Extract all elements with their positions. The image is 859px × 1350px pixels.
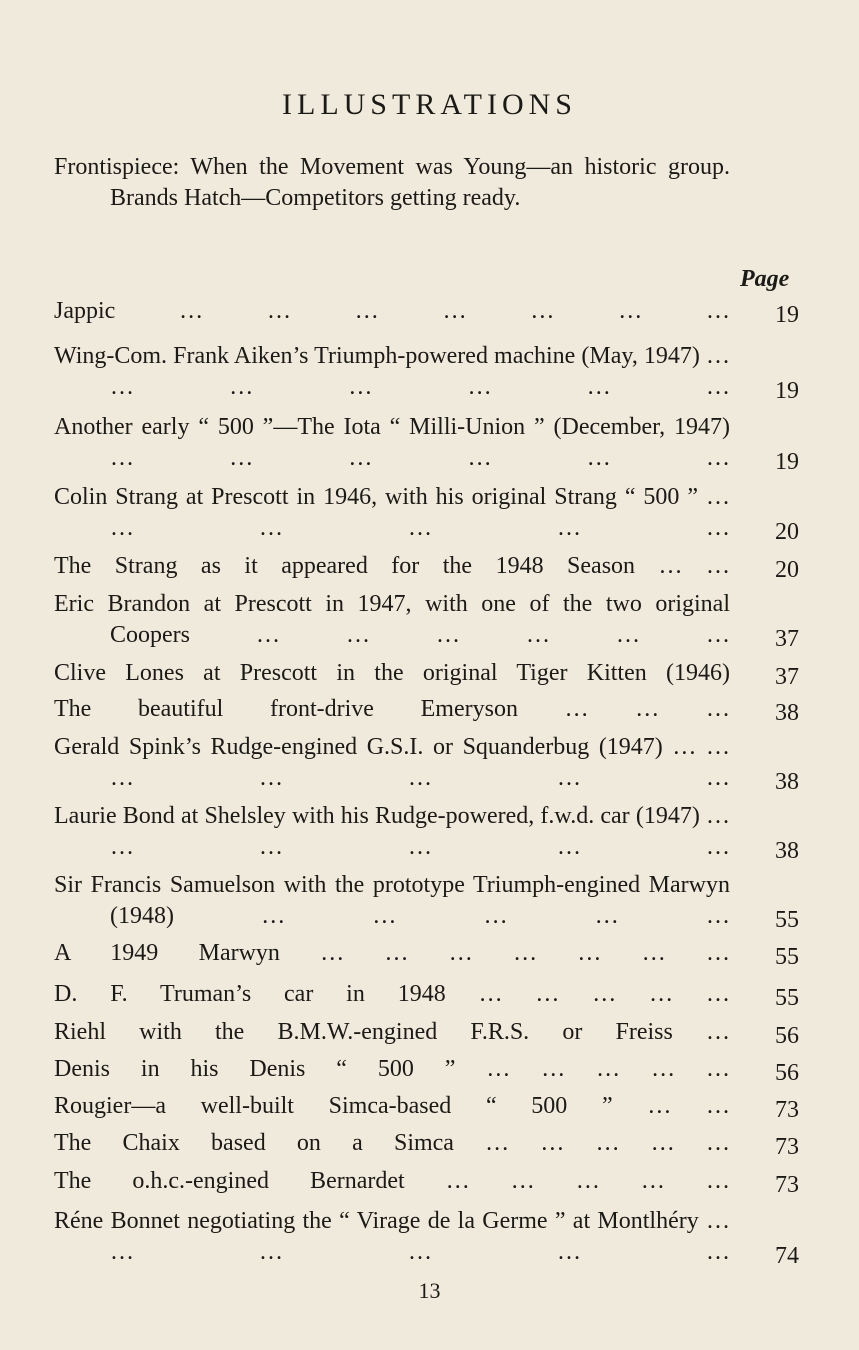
entry-page-number: 19 [775,302,799,328]
list-item [54,1054,799,1085]
entry-caption: Eric Brandon at Prescott in 1947, with one of the two original Coopers … … … … … … [54,591,730,648]
list-item [54,938,799,969]
entry-caption: The o.h.c.-engined Bernardet … … … … … [54,1168,730,1194]
entry-page-number: 20 [775,557,799,583]
list-item [54,482,799,544]
entry-page-number: 38 [775,769,799,795]
entry-page-number: 37 [775,626,799,652]
entry-page-number: 56 [775,1060,799,1086]
entry-page-number: 74 [775,1243,799,1269]
entry-caption: Riehl with the B.M.W.-engined F.R.S. or Freiss … [54,1019,730,1045]
list-item [54,589,799,651]
entry-page-number: 19 [775,378,799,404]
entry-caption: The Strang as it appeared for the 1948 Season … … [54,553,730,579]
entry-page-number: 19 [775,449,799,475]
list-item [54,870,799,932]
entry-caption: Laurie Bond at Shelsley with his Rudge-powered, f.w.d. car (1947) … … … … … … [54,803,730,860]
entry-caption: The beautiful front-drive Emeryson … … … [54,696,730,722]
illustrations-list [54,296,799,1268]
entry-caption: A 1949 Marwyn … … … … … … … [54,940,730,966]
list-item [54,694,799,725]
entry-page-number: 38 [775,700,799,726]
list-item [54,658,799,689]
list-item [54,1017,799,1048]
entry-page-number: 20 [775,519,799,545]
entry-caption: Denis in his Denis “ 500 ” … … … … … [54,1056,730,1082]
entry-caption: Gerald Spink’s Rudge-engined G.S.I. or Squanderbug (1947) … … … … … … … [54,734,730,791]
page-column-heading: Page [740,266,790,292]
list-item [54,1128,799,1159]
entry-caption: The Chaix based on a Simca … … … … … [54,1130,730,1156]
entry-caption: Wing-Com. Frank Aiken’s Triumph-powered machine (May, 1947) … … … … … … … [54,343,730,400]
list-item [54,979,799,1010]
list-item [54,1091,799,1122]
entry-caption: Another early “ 500 ”—The Iota “ Milli-Union ” (December, 1947) … … … … … … [54,414,730,471]
list-item [54,1206,799,1268]
entry-page-number: 55 [775,907,799,933]
entry-page-number: 56 [775,1023,799,1049]
entry-caption: Clive Lones at Prescott in the original Tiger Kitten (1946) [54,660,730,686]
frontispiece-caption: Frontispiece: When the Movement was Young—an historic group. Brands Hatch—Competitors getting ready. [54,154,730,211]
entry-caption: Jappic … … … … … … … [54,298,730,324]
list-item [54,732,799,794]
entry-page-number: 73 [775,1172,799,1198]
entry-caption: Rougier—a well-built Simca-based “ 500 ” … … [54,1093,730,1119]
page-number-footer: 13 [418,1278,441,1303]
entry-caption: D. F. Truman’s car in 1948 … … … … … [54,981,730,1007]
list-item [54,341,799,403]
list-item [54,412,799,474]
entry-page-number: 55 [775,985,799,1011]
list-item [54,801,799,863]
entry-page-number: 73 [775,1134,799,1160]
list-item [54,1166,799,1197]
entry-caption: Colin Strang at Prescott in 1946, with his original Strang “ 500 ” … … … … … … [54,484,730,541]
page-title: ILLUSTRATIONS [282,88,577,121]
entry-page-number: 73 [775,1097,799,1123]
entry-caption: Réne Bonnet negotiating the “ Virage de la Germe ” at Montlhéry … … … … … … [54,1208,730,1265]
entry-caption: Sir Francis Samuelson with the prototype Triumph-engined Marwyn (1948) … … … … … [54,872,730,929]
entry-page-number: 37 [775,664,799,690]
entry-page-number: 55 [775,944,799,970]
list-item [54,296,799,327]
entry-page-number: 38 [775,838,799,864]
list-item [54,551,799,582]
